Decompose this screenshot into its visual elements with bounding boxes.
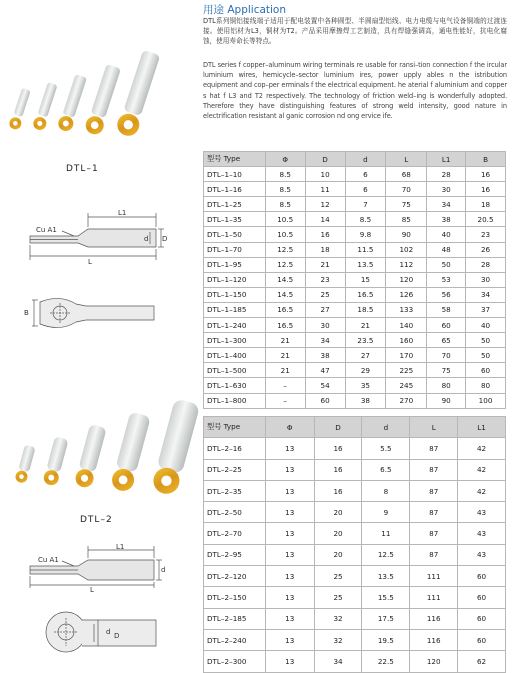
dtl1-table-cell: 70: [427, 348, 466, 363]
dtl1-table-cell: 25: [305, 287, 345, 302]
dtl2-table-cell: 15.5: [362, 587, 410, 608]
dtl2-table-cell: 20: [314, 523, 362, 544]
dtl1-table-cell: 50: [427, 257, 466, 272]
dtl1-table-cell: 8.5: [265, 167, 305, 182]
dtl2-table-row: [204, 438, 506, 459]
dtl2-table-row: [204, 651, 506, 672]
dtl2-table-cell: DTL–2–35: [204, 480, 266, 501]
dtl2-side-drawing: [18, 542, 168, 592]
dtl1-table-cell: 34: [427, 197, 466, 212]
dtl2-spec-table: [203, 416, 506, 673]
dtl1-table-cell: 8.5: [265, 182, 305, 197]
dtl1-table-row: [204, 167, 506, 182]
dtl2-table-cell: 13: [265, 438, 314, 459]
left-column: [0, 0, 195, 672]
dtl1-table-cell: 170: [386, 348, 427, 363]
dtl2-table-cell: 13: [265, 523, 314, 544]
dtl1-table-row: [204, 197, 506, 212]
dtl1-table-cell: DTL–1–400: [204, 348, 266, 363]
dtl2-d-top-label: d: [106, 628, 111, 636]
dtl1-table-cell: 34: [466, 287, 506, 302]
dtl1-table-cell: 8.5: [345, 212, 386, 227]
dtl2-table-cell: 16: [314, 459, 362, 480]
dtl1-table-cell: 65: [427, 333, 466, 348]
dtl2-table-cell: 13: [265, 566, 314, 587]
dtl1-table-row: [204, 212, 506, 227]
dtl1-table-header-row: [204, 152, 506, 167]
dtl2-table-cell: 34: [314, 651, 362, 672]
dtl1-table-cell: 80: [466, 378, 506, 393]
dtl1-table-cell: 126: [386, 287, 427, 302]
dtl2-table-cell: 13: [265, 608, 314, 629]
dtl1-header-cell: Φ: [265, 152, 305, 167]
dtl2-table-cell: 120: [410, 651, 458, 672]
dtl2-table-cell: DTL–2–70: [204, 523, 266, 544]
dtl2-table-cell: DTL–2–185: [204, 608, 266, 629]
application-desc-en: DTL series f copper–aluminum wiring terminals re usable for ransi–tion connection f the ircular luminium wires, hemicycle–sector luminium ires, power upply ables n the istribution equipment and cop–per erminals f the electrical equipment. he aterial f aluminium and copper s hat f L3 and T2 respectively. The technology of friction weld–ing is wonderfully adopted. Therefore they have distinguishing features of strong weld intensity, good nature in electrification resistant al ganic corrosion nd ong ervice ife.: [203, 61, 507, 121]
dtl1-table-cell: 18: [305, 242, 345, 257]
dtl1-table-cell: DTL–1–95: [204, 257, 266, 272]
dtl2-table-cell: 19.5: [362, 629, 410, 650]
dtl2-l-label: L: [90, 586, 94, 594]
dtl1-table-cell: 14: [305, 212, 345, 227]
dtl2-table-cell: 20: [314, 544, 362, 565]
dtl1-table-cell: 68: [386, 167, 427, 182]
dtl1-side-drawing: [18, 205, 168, 265]
dtl2-table-cell: 87: [410, 438, 458, 459]
dtl2-table-cell: 11: [362, 523, 410, 544]
dtl1-table-cell: 12.5: [265, 242, 305, 257]
dtl1-table-cell: 120: [386, 272, 427, 287]
dtl1-table-cell: 35: [345, 378, 386, 393]
dtl1-table-cell: 21: [305, 257, 345, 272]
dtl1-table-cell: 160: [386, 333, 427, 348]
dtl1-table-cell: 11.5: [345, 242, 386, 257]
dtl1-table-cell: 75: [386, 197, 427, 212]
dtl1-table-cell: 140: [386, 318, 427, 333]
dtl2-header-cell: L1: [458, 417, 506, 438]
dtl1-table-cell: 85: [386, 212, 427, 227]
dtl1-table-cell: DTL–1–10: [204, 167, 266, 182]
dtl1-table-cell: 9.8: [345, 227, 386, 242]
dtl2-table-cell: 87: [410, 523, 458, 544]
dtl1-table-cell: 50: [466, 333, 506, 348]
dtl2-table-cell: 13: [265, 459, 314, 480]
dtl1-table-cell: 225: [386, 363, 427, 378]
dtl1-table-cell: 30: [466, 272, 506, 287]
dtl1-table-cell: 23: [466, 227, 506, 242]
dtl2-table-cell: 8: [362, 480, 410, 501]
dtl2-table-cell: DTL–2–120: [204, 566, 266, 587]
dtl1-table-cell: 60: [305, 393, 345, 408]
dtl1-table-cell: DTL–1–120: [204, 272, 266, 287]
dtl1-l-label: L: [88, 258, 92, 266]
dtl1-table-cell: 10.5: [265, 227, 305, 242]
dtl2-table-cell: 17.5: [362, 608, 410, 629]
dtl1-table-cell: 16: [466, 182, 506, 197]
dtl2-table-cell: 6.5: [362, 459, 410, 480]
dtl1-table-cell: 23.5: [345, 333, 386, 348]
dtl2-table-cell: 16: [314, 480, 362, 501]
dtl2-table-cell: 42: [458, 459, 506, 480]
dtl2-table-row: [204, 459, 506, 480]
dtl2-table-cell: DTL–2–16: [204, 438, 266, 459]
dtl2-table-cell: 9: [362, 502, 410, 523]
dtl1-table-cell: 56: [427, 287, 466, 302]
dtl1-table-row: [204, 333, 506, 348]
dtl2-table-cell: 43: [458, 523, 506, 544]
dtl1-table-cell: 15: [345, 272, 386, 287]
dtl1-table-cell: 34: [305, 333, 345, 348]
dtl1-table-cell: 53: [427, 272, 466, 287]
dtl2-table-cell: DTL–2–95: [204, 544, 266, 565]
dtl2-table-row: [204, 502, 506, 523]
dtl1-cu-a1-label: Cu A1: [36, 226, 57, 234]
dtl1-table-cell: DTL–1–630: [204, 378, 266, 393]
dtl1-table-cell: 60: [427, 318, 466, 333]
dtl1-table-cell: 21: [265, 333, 305, 348]
dtl1-table-row: [204, 272, 506, 287]
dtl1-table-row: [204, 227, 506, 242]
dtl2-table-cell: DTL–2–240: [204, 629, 266, 650]
dtl1-model-label: DTL–1: [66, 164, 99, 174]
dtl2-l1-label: L1: [116, 543, 125, 551]
dtl1-table-cell: 40: [427, 227, 466, 242]
dtl2-table-cell: 16: [314, 438, 362, 459]
dtl2-table-cell: 25: [314, 566, 362, 587]
dtl1-table-cell: –: [265, 393, 305, 408]
dtl2-table-cell: 43: [458, 544, 506, 565]
dtl1-table-cell: 28: [427, 167, 466, 182]
dtl2-header-cell: 型号 Type: [204, 417, 266, 438]
dtl1-table-cell: 28: [466, 257, 506, 272]
dtl1-table-cell: 10: [305, 167, 345, 182]
dtl1-table-cell: 20.5: [466, 212, 506, 227]
dtl2-table-row: [204, 629, 506, 650]
dtl1-table-cell: 100: [466, 393, 506, 408]
dtl2-table-cell: 12.5: [362, 544, 410, 565]
dtl2-model-label: DTL–2: [80, 515, 113, 525]
dtl2-table-cell: 13: [265, 629, 314, 650]
dtl1-table-cell: 30: [305, 318, 345, 333]
dtl1-table-cell: DTL–1–185: [204, 302, 266, 317]
dtl2-table-row: [204, 566, 506, 587]
dtl1-table-cell: 21: [265, 348, 305, 363]
dtl1-table-cell: 58: [427, 302, 466, 317]
dtl1-table-cell: 13.5: [345, 257, 386, 272]
dtl2-table-cell: 5.5: [362, 438, 410, 459]
dtl1-table-cell: 21: [265, 363, 305, 378]
dtl1-table-row: [204, 182, 506, 197]
application-desc-cn: DTL系列铜铝接线端子适用于配电装置中各种圆型、半圆扇型铝线、电力电缆与电气设备铜端的过渡连接。使用铝材为L3，铜材为T2。产品采用摩擦焊工艺制造，具有焊缝强调高，通电性能好，抗电化腐蚀，使用寿命长等特点。: [203, 17, 507, 46]
dtl1-table-cell: 16: [305, 227, 345, 242]
dtl2-table-cell: 116: [410, 629, 458, 650]
dtl1-table-cell: 12: [305, 197, 345, 212]
dtl2-header-cell: d: [362, 417, 410, 438]
dtl1-table-cell: DTL–1–240: [204, 318, 266, 333]
dtl1-table-cell: 48: [427, 242, 466, 257]
dtl2-table-cell: 13: [265, 480, 314, 501]
dtl1-table-cell: 23: [305, 272, 345, 287]
dtl1-table-cell: 16.5: [265, 318, 305, 333]
dtl1-table-cell: 37: [466, 302, 506, 317]
dtl2-table-cell: 62: [458, 651, 506, 672]
dtl2-table-cell: DTL–2–150: [204, 587, 266, 608]
dtl2-table-cell: 13: [265, 544, 314, 565]
dtl1-table-cell: 14.5: [265, 287, 305, 302]
dtl1-table-cell: DTL–1–35: [204, 212, 266, 227]
dtl1-table-cell: 29: [345, 363, 386, 378]
dtl1-top-drawing: [24, 286, 180, 336]
dtl1-header-cell: d: [345, 152, 386, 167]
dtl1-table-cell: 10.5: [265, 212, 305, 227]
dtl1-table-cell: 102: [386, 242, 427, 257]
dtl1-table-cell: 90: [427, 393, 466, 408]
dtl2-cu-a1-label: Cu A1: [38, 556, 59, 564]
dtl1-table-cell: 112: [386, 257, 427, 272]
dtl2-header-cell: L: [410, 417, 458, 438]
dtl1-table-cell: 6: [345, 182, 386, 197]
dtl1-table-cell: 30: [427, 182, 466, 197]
dtl1-table-row: [204, 242, 506, 257]
dtl1-table-cell: 11: [305, 182, 345, 197]
dtl2-table-cell: 42: [458, 438, 506, 459]
dtl2-table-cell: 13: [265, 502, 314, 523]
dtl2-table-row: [204, 480, 506, 501]
dtl2-header-cell: D: [314, 417, 362, 438]
dtl1-table-cell: 6: [345, 167, 386, 182]
dtl2-table-cell: 42: [458, 480, 506, 501]
dtl1-table-row: [204, 318, 506, 333]
dtl1-table-cell: 40: [466, 318, 506, 333]
application-heading-en: Application: [227, 4, 287, 16]
dtl1-table-cell: 27: [305, 302, 345, 317]
dtl1-table-cell: 26: [466, 242, 506, 257]
dtl2-table-cell: 60: [458, 629, 506, 650]
dtl2-table-cell: DTL–2–300: [204, 651, 266, 672]
dtl2-d-small-label: d: [161, 566, 166, 574]
dtl1-table-cell: 12.5: [265, 257, 305, 272]
dtl1-table-cell: 133: [386, 302, 427, 317]
dtl2-table-cell: DTL–2–50: [204, 502, 266, 523]
dtl1-table-cell: 75: [427, 363, 466, 378]
dtl1-product-photo: [8, 40, 158, 150]
dtl2-table-cell: 60: [458, 587, 506, 608]
dtl1-header-cell: D: [305, 152, 345, 167]
dtl2-table-cell: 22.5: [362, 651, 410, 672]
dtl1-l1-label: L1: [118, 209, 127, 217]
dtl1-table-cell: 8.5: [265, 197, 305, 212]
dtl1-table-cell: DTL–1–70: [204, 242, 266, 257]
dtl2-table-cell: 87: [410, 502, 458, 523]
dtl1-table-cell: DTL–1–300: [204, 333, 266, 348]
dtl1-table-cell: 18.5: [345, 302, 386, 317]
dtl1-d-big-label: D: [162, 235, 168, 243]
dtl1-table-cell: 14.5: [265, 272, 305, 287]
dtl2-table-cell: 25: [314, 587, 362, 608]
dtl1-table-cell: DTL–1–16: [204, 182, 266, 197]
dtl2-header-cell: Φ: [265, 417, 314, 438]
dtl1-table-cell: DTL–1–25: [204, 197, 266, 212]
dtl2-table-row: [204, 544, 506, 565]
dtl1-table-cell: DTL–1–50: [204, 227, 266, 242]
dtl1-table-cell: DTL–1–500: [204, 363, 266, 378]
dtl1-table-cell: 38: [345, 393, 386, 408]
dtl1-table-row: [204, 302, 506, 317]
dtl1-table-cell: 16.5: [345, 287, 386, 302]
dtl2-table-cell: 13: [265, 587, 314, 608]
dtl2-D-top-label: D: [114, 632, 120, 640]
dtl2-table-cell: 60: [458, 566, 506, 587]
dtl1-table-cell: 21: [345, 318, 386, 333]
dtl1-table-row: [204, 378, 506, 393]
dtl2-table-row: [204, 587, 506, 608]
dtl1-spec-table: [203, 151, 506, 409]
dtl1-table-cell: 245: [386, 378, 427, 393]
dtl2-table-row: [204, 608, 506, 629]
dtl1-table-row: [204, 287, 506, 302]
dtl2-table-cell: 87: [410, 459, 458, 480]
dtl1-table-cell: 16: [466, 167, 506, 182]
dtl2-table-cell: 43: [458, 502, 506, 523]
dtl2-table-cell: 116: [410, 608, 458, 629]
dtl1-header-cell: L1: [427, 152, 466, 167]
dtl2-table-cell: 111: [410, 566, 458, 587]
dtl1-table-cell: 18: [466, 197, 506, 212]
dtl1-header-cell: B: [466, 152, 506, 167]
dtl1-header-cell: L: [386, 152, 427, 167]
dtl2-product-photo: [8, 395, 183, 505]
dtl1-table-cell: 38: [305, 348, 345, 363]
dtl1-table-row: [204, 393, 506, 408]
dtl1-table-cell: 70: [386, 182, 427, 197]
dtl2-table-cell: 111: [410, 587, 458, 608]
dtl1-table-cell: 50: [466, 348, 506, 363]
dtl1-table-cell: 54: [305, 378, 345, 393]
dtl1-table-cell: 270: [386, 393, 427, 408]
dtl1-table-cell: 80: [427, 378, 466, 393]
dtl2-table-cell: 87: [410, 480, 458, 501]
dtl1-table-cell: –: [265, 378, 305, 393]
dtl2-table-cell: 60: [458, 608, 506, 629]
dtl2-table-cell: 32: [314, 629, 362, 650]
dtl2-top-drawing: [36, 604, 186, 664]
dtl2-table-cell: 87: [410, 544, 458, 565]
dtl1-table-cell: 7: [345, 197, 386, 212]
dtl2-table-cell: DTL–2–25: [204, 459, 266, 480]
dtl1-table-row: [204, 348, 506, 363]
dtl1-table-cell: 47: [305, 363, 345, 378]
application-heading: [203, 2, 286, 17]
dtl2-table-cell: 20: [314, 502, 362, 523]
dtl1-table-cell: 16.5: [265, 302, 305, 317]
dtl1-table-cell: 60: [466, 363, 506, 378]
dtl2-table-cell: 13: [265, 651, 314, 672]
dtl2-table-cell: 32: [314, 608, 362, 629]
dtl1-d-small-label: d: [144, 235, 149, 243]
application-heading-cn: 用途: [203, 4, 224, 16]
dtl2-table-row: [204, 523, 506, 544]
dtl1-table-cell: 90: [386, 227, 427, 242]
dtl1-table-cell: DTL–1–150: [204, 287, 266, 302]
dtl1-table-cell: DTL–1–800: [204, 393, 266, 408]
dtl1-b-label: B: [24, 309, 29, 317]
dtl2-table-cell: 13.5: [362, 566, 410, 587]
dtl1-table-row: [204, 363, 506, 378]
dtl1-table-cell: 38: [427, 212, 466, 227]
dtl1-header-cell: 型号 Type: [204, 152, 266, 167]
dtl2-table-header-row: [204, 417, 506, 438]
dtl1-table-cell: 27: [345, 348, 386, 363]
dtl1-table-row: [204, 257, 506, 272]
